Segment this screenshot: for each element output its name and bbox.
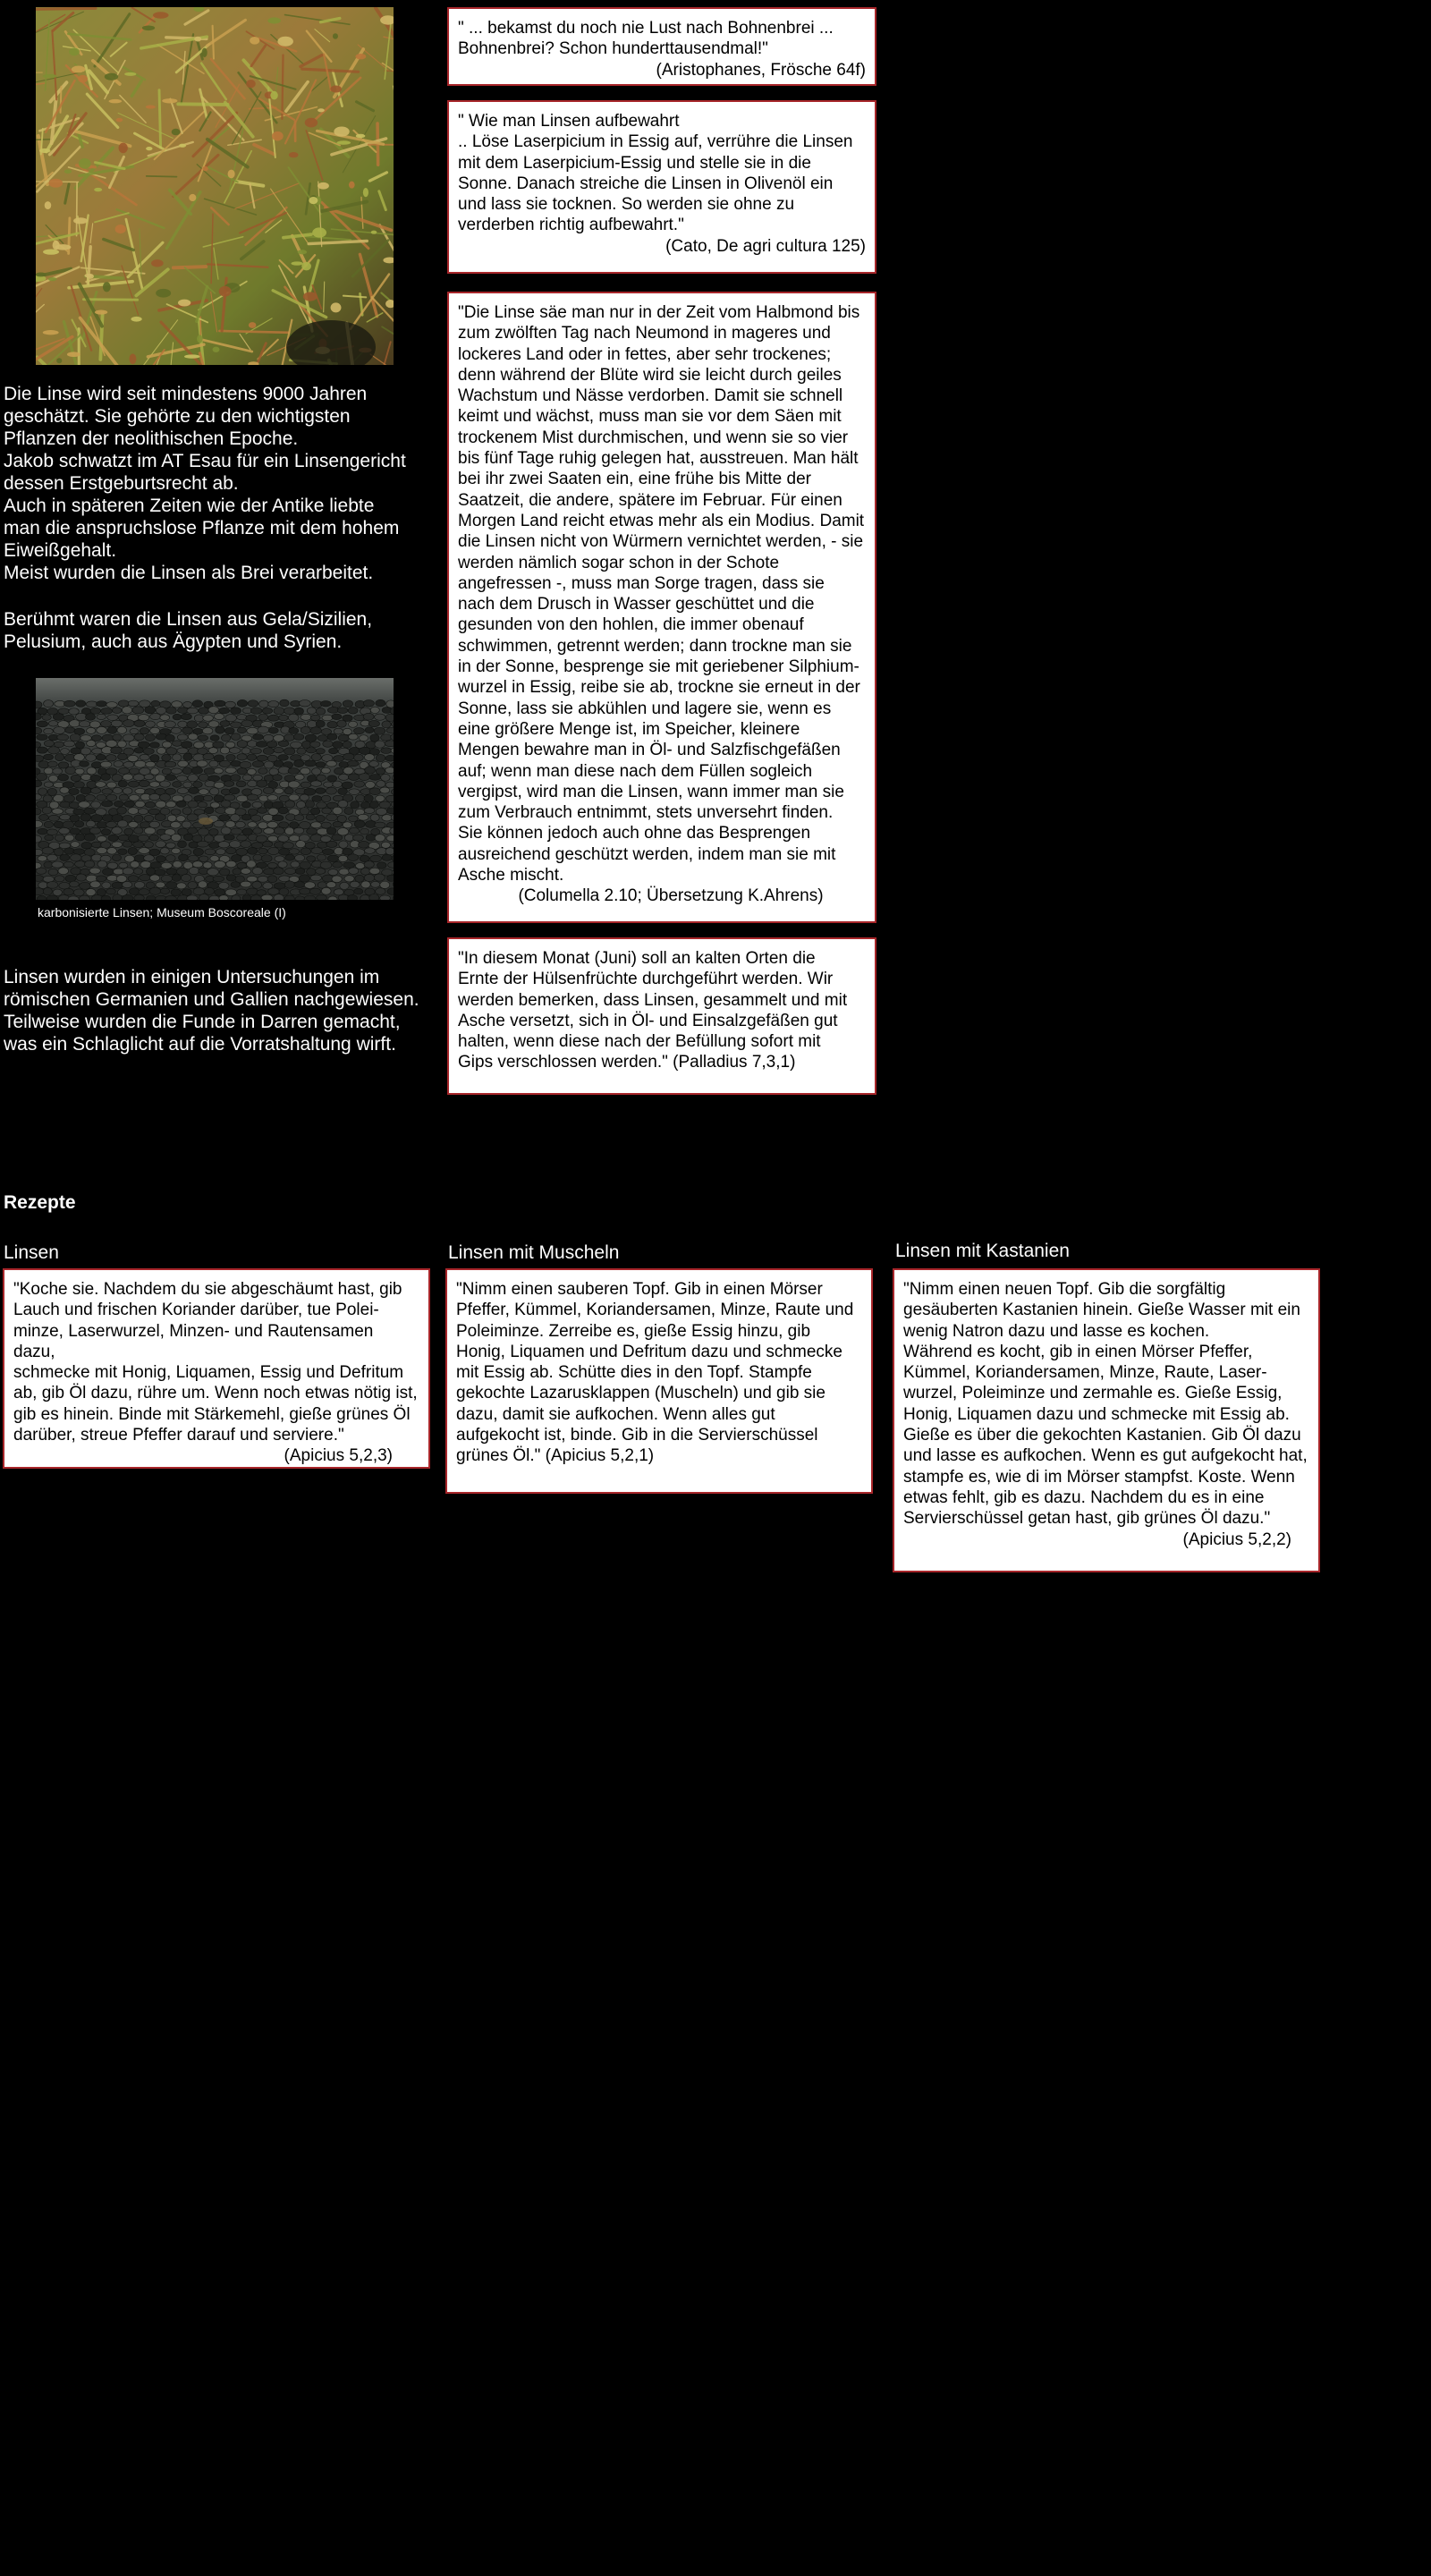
quote-palladius [447,937,876,1095]
quote-source: (Cato, De agri cultura 125) [665,236,866,256]
intro-paragraph-history: Die Linse wird seit mindestens 9000 Jahren geschätzt. Sie gehörte zu den wichtigsten Pflanzen der neolithischen Epoche. Jakob schwatzt im AT Esau für ein Linsengericht dessen Erstgeburtsrecht ab. Auch in späteren Zeiten wie der Antike liebte man die anspruchslose Pflanze mit dem hohem Eiweißgehalt. Meist wurden die Linsen als Brei verarbeitet. [4,384,406,583]
recipe-text: "Nimm einen sauberen Topf. Gib in einen Mörser Pfeffer, Kümmel, Koriandersamen, Minze, Raute und Poleiminze. Zerreibe es, gieße Essig hinzu, gib Honig, Liquamen und Defritum dazu und schmecke mit Essig ab. Schütte dies in den Topf. Stampfe gekochte Lazarusklappen (Muscheln) und gib sie dazu, damit sie aufkochen. Wenn alles gut aufgekocht ist, binde. Gib in die Servierschüssel grünes Öl." (Apicius 5,2,1) [456,1280,854,1466]
intro-paragraph-origins: Berühmt waren die Linsen aus Gela/Sizilien, Pelusium, auch aus Ägypten und Syrien. [4,609,373,652]
recipe-title-muscheln: Linsen mit Muscheln [448,1242,620,1263]
quote-aristophanes [447,7,876,86]
quote-text: "Die Linse säe man nur in der Zeit vom Halbmond bis zum zwölften Tag nach Neumond in mageres und lockeres Land oder in fettes, aber sehr trockenes; denn während der Blüte wird sie leicht durch geiles Wachstum und Nässe verdorben. Damit sie schnell keimt und wächst, muss man sie vor dem Säen mit trockenem Mist durchmischen, und wenn sie so vier bis fünf Tage ruhig gelegen hat, ausstreuen. Man hält bei ihr zwei Saaten ein, eine frühe bis Mitte der Saatzeit, die andere, spätere im Februar. Für einen Morgen Land reicht etwas mehr als ein Modius. Damit die Linsen nicht von Würmern vernichtet werden, - sie werden nämlich sogar schon in der Schote angefressen -, muss man Sorge tragen, dass sie nach dem Drusch in Wasser geschüttet und die gesunden von den hohlen, die immer obenauf schwimmen, getrennt werden; dann trockne man sie in der Sonne, besprenge sie mit geriebener Silphium- wurzel in Essig, reibe sie ab, trockne sie erneut in der Sonne, lass sie abkühlen und lagere sie, wenn es eine größere Menge ist, im Speicher, kleinere Mengen bewahre man in Öl- und Salzfischgefäßen auf; wenn man diese nach dem Füllen sogleich vergipst, wird man die Linsen, wann immer man sie zum Verbrauch entnimmt, stets unversehrt finden. Sie können jedoch auch ohne das Besprengen ausreichend geschützt werden, indem man sie mit Asche mischt. [458,303,865,886]
recipe-box-kastanien [893,1268,1320,1572]
recipe-box-muscheln [445,1268,873,1494]
quote-columella [447,292,876,923]
carbonized-lentils-photo [36,678,394,900]
carbonized-lentils-image [36,678,394,900]
quote-text: " Wie man Linsen aufbewahrt .. Löse Laserpicium in Essig auf, verrühre die Linsen mit dem Laserpicium-Essig und stelle sie in die Sonne. Danach streiche die Linsen in Olivenöl ein und lass sie tocknen. So werden sie ohne zu verderben richtig aufbewahrt." [458,112,853,235]
recipe-source: (Apicius 5,2,3) [284,1446,393,1466]
quote-text: "In diesem Monat (Juni) soll an kalten Orten die Ernte der Hülsenfrüchte durchgeführt werden. Wir werden bemerken, dass Linsen, gesammelt und mit Asche versetzt, sich in Öl- und Einsalzgefäßen gut halten, wenn diese nach der Befüllung sofort mit Gips verschlossen werden." (Palladius 7,3,1) [458,949,848,1072]
intro-paragraph-findings: Linsen wurden in einigen Untersuchungen im römischen Germanien und Gallien nachgewiesen. Teilweise wurden die Funde in Darren gemacht, was ein Schlaglicht auf die Vorratshaltung wirft. [4,967,419,1055]
quote-source: (Aristophanes, Frösche 64f) [656,60,866,80]
quote-text: " ... bekamst du noch nie Lust nach Bohnenbrei ... Bohnenbrei? Schon hunderttausendmal!" [458,19,834,59]
recipe-box-linsen [3,1268,430,1469]
quote-source: (Columella 2.10; Übersetzung K.Ahrens) [518,886,824,906]
recipes-heading: Rezepte [4,1192,76,1213]
quote-cato [447,100,876,274]
recipe-source: (Apicius 5,2,2) [1182,1530,1291,1549]
recipe-title-linsen: Linsen [4,1242,59,1263]
recipe-text: "Nimm einen neuen Topf. Gib die sorgfältig gesäuberten Kastanien hinein. Gieße Wasser mit ein wenig Natron dazu und lasse es kochen. Während es kocht, gib in einen Mörser Pfeffer, Kümmel, Koriandersamen, Minze, Raute, Laser- wurzel, Poleiminze und zermahle es. Gieße Essig, Honig, Liquamen dazu und schmecke mit Essig ab. Gieße es über die gekochten Kastanien. Gib Öl dazu und lasse es aufkochen. Wenn es gut aufgekocht hat, stampfe es, wie di im Mörser stampfst. Koste. Wenn etwas fehlt, gib es dazu. Nachdem du es in eine Servierschüssel getan hast, gib grünes Öl dazu." [903,1280,1308,1529]
recipe-title-kastanien: Linsen mit Kastanien [895,1241,1070,1261]
lentil-plant-photo [36,7,394,365]
lentil-plant-image [36,7,394,365]
recipe-text: "Koche sie. Nachdem du sie abgeschäumt hast, gib Lauch und frischen Koriander darüber, tue Polei- minze, Laserwurzel, Minzen- und Rautensamen dazu, schmecke mit Honig, Liquamen, Essig und Defritum ab, gib Öl dazu, rühre um. Wenn noch etwas nötig ist, gib es hinein. Binde mit Stärkemehl, gieße grünes Öl darüber, streue Pfeffer darauf und serviere." [13,1280,418,1445]
photo-caption: karbonisierte Linsen; Museum Boscoreale (I) [38,905,286,919]
